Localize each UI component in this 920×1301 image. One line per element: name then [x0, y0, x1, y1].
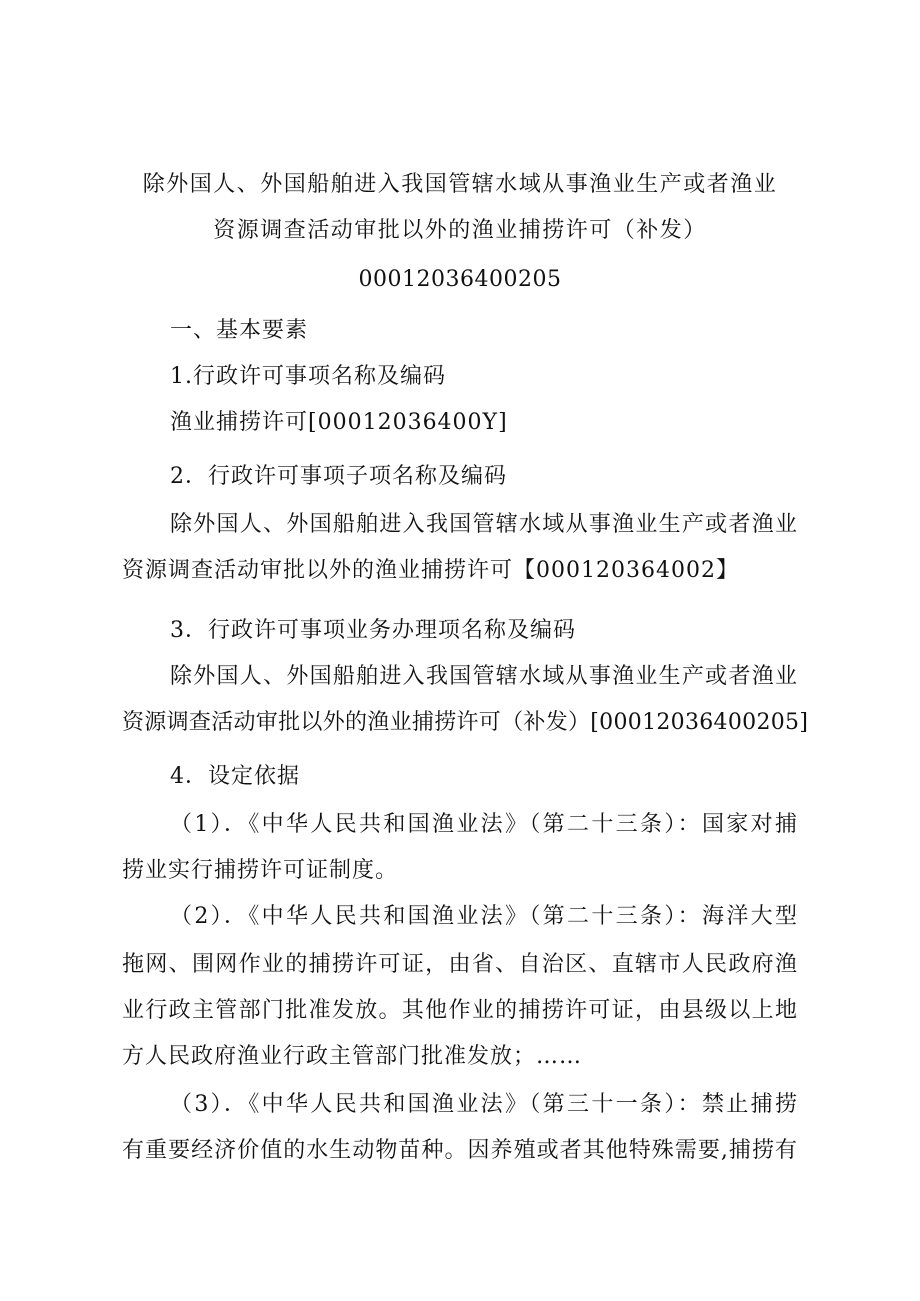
basis1-line-1: （1）．《中华人民共和国渔业法》（第二十三条）：国家对捕 — [170, 812, 798, 837]
basis3-line-1: （3）．《中华人民共和国渔业法》（第三十一条）：禁止捕捞 — [170, 1092, 798, 1117]
document-code: 00012036400205 — [358, 267, 562, 292]
item4-heading: 4．设定依据 — [170, 764, 300, 789]
item3-value-line-2: 资源调查活动审批以外的渔业捕捞许可（补发）[00012036400205] — [122, 710, 809, 735]
item3-heading: 3．行政许可事项业务办理项名称及编码 — [170, 618, 576, 643]
item1-value: 渔业捕捞许可[00012036400Y] — [170, 410, 508, 435]
basis1-line-2: 捞业实行捕捞许可证制度。 — [122, 858, 399, 883]
item2-value-line-1: 除外国人、外国船舶进入我国管辖水域从事渔业生产或者渔业 — [170, 512, 798, 537]
basis2-line-2: 拖网、围网作业的捕捞许可证，由省、自治区、直辖市人民政府渔 — [122, 952, 798, 977]
document-title-line-2: 资源调查活动审批以外的渔业捕捞许可（补发） — [213, 218, 707, 243]
section-heading-basic-elements: 一、基本要素 — [170, 318, 309, 343]
document-title-line-1: 除外国人、外国船舶进入我国管辖水域从事渔业生产或者渔业 — [142, 172, 778, 197]
basis3-line-2: 有重要经济价值的水生动物苗种。因养殖或者其他特殊需要,捕捞有 — [122, 1138, 798, 1163]
basis2-line-3: 业行政主管部门批准发放。其他作业的捕捞许可证，由县级以上地 — [122, 998, 798, 1023]
basis2-line-4: 方人民政府渔业行政主管部门批准发放；…… — [122, 1044, 583, 1069]
item2-heading: 2．行政许可事项子项名称及编码 — [170, 464, 507, 489]
item3-value-line-1: 除外国人、外国船舶进入我国管辖水域从事渔业生产或者渔业 — [170, 664, 798, 689]
item2-value-line-2: 资源调查活动审批以外的渔业捕捞许可【000120364002】 — [122, 558, 739, 583]
item1-heading: 1.行政许可事项名称及编码 — [170, 364, 446, 389]
basis2-line-1: （2）．《中华人民共和国渔业法》（第二十三条）：海洋大型 — [170, 904, 798, 929]
